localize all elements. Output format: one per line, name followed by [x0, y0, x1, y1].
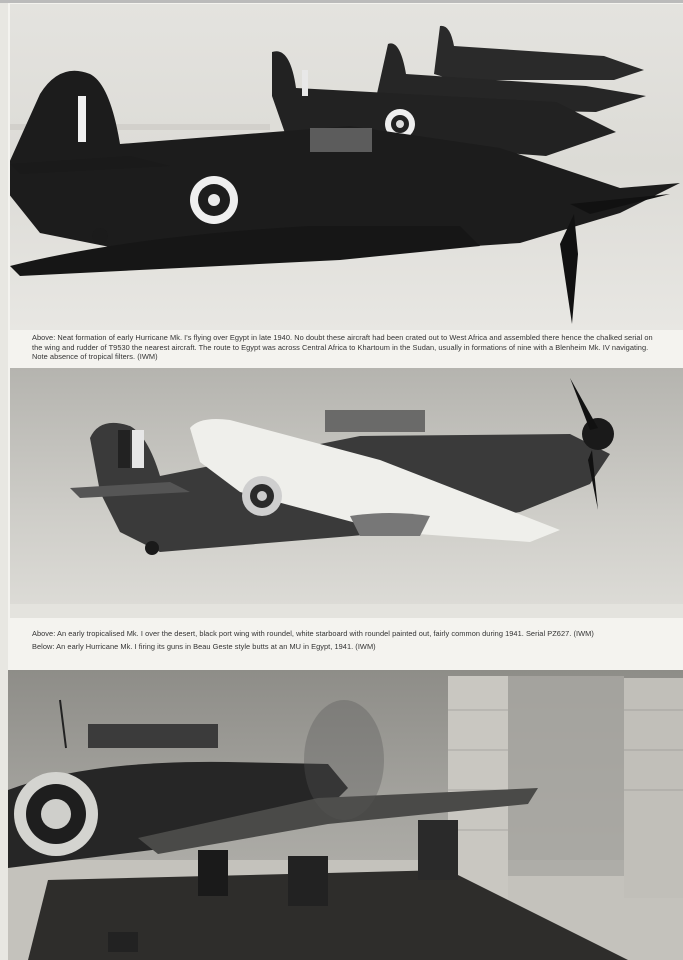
photo-hurricane-firing-butts: [8, 670, 683, 960]
caption-2-text: Above: An early tropicalised Mk. I over the desert, black port wing with roundel, white starboard with roundel painted out, fairly common during 1941. Serial PZ627. (IWM): [32, 629, 594, 638]
caption-tropicalised: [32, 629, 662, 651]
hurricane-firing-image: [8, 670, 683, 960]
photo-tropicalised-hurricane: [10, 368, 683, 618]
caption-1-text: Above: Neat formation of early Hurricane Mk. I's flying over Egypt in late 1940. No doubt these aircraft had been crated out to West Africa and assembled there hence the chalked serial on the wing and rudder of T9530 the nearest aircraft. The route to Egypt was across Central Africa to Khartoum in the Sudan, usually in formations of nine with a Blenheim Mk. IV navigating. Note absence of tropical filters. (IWM): [32, 333, 653, 362]
tropicalised-hurricane-image: [10, 368, 683, 618]
page-gutter: [0, 0, 8, 960]
caption-formation: [32, 333, 662, 362]
photo-hurricane-formation: [10, 4, 683, 330]
page-top-edge: [0, 0, 683, 3]
hurricane-formation-image: [10, 4, 683, 330]
caption-3-text: Below: An early Hurricane Mk. I firing its guns in Beau Geste style butts at an MU in Egypt, 1941. (IWM): [32, 641, 376, 651]
